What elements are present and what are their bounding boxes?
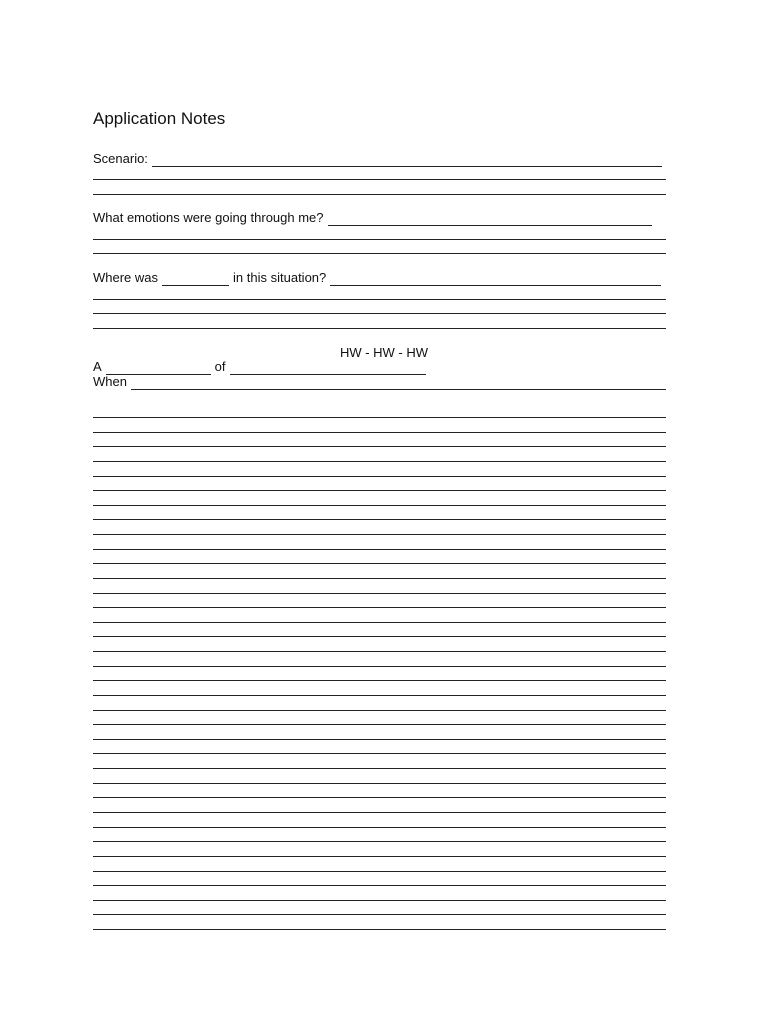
- writing-line[interactable]: [93, 490, 666, 491]
- hw-heading-text: HW - HW - HW: [339, 345, 429, 360]
- emotions-answer-line[interactable]: [93, 239, 666, 240]
- when-blank[interactable]: [131, 375, 666, 390]
- scenario-answer-line[interactable]: [93, 179, 666, 180]
- writing-line[interactable]: [93, 534, 666, 535]
- writing-line[interactable]: [93, 607, 666, 608]
- writing-line[interactable]: [93, 563, 666, 564]
- of-label: of: [214, 359, 226, 374]
- writing-line[interactable]: [93, 666, 666, 667]
- writing-line[interactable]: [93, 914, 666, 915]
- scenario-blank[interactable]: [152, 152, 662, 167]
- when-label: When: [93, 374, 127, 389]
- writing-line[interactable]: [93, 549, 666, 550]
- writing-line[interactable]: [93, 900, 666, 901]
- writing-line[interactable]: [93, 724, 666, 725]
- writing-line[interactable]: [93, 797, 666, 798]
- writing-line[interactable]: [93, 432, 666, 433]
- where-label-end: in this situation?: [233, 270, 327, 285]
- writing-line[interactable]: [93, 841, 666, 842]
- writing-line[interactable]: [93, 812, 666, 813]
- writing-line[interactable]: [93, 783, 666, 784]
- scenario-label: Scenario:: [93, 151, 148, 166]
- writing-line[interactable]: [93, 710, 666, 711]
- where-answer-line[interactable]: [93, 313, 666, 314]
- writing-line[interactable]: [93, 651, 666, 652]
- where-prompt: [93, 270, 661, 286]
- emotions-blank[interactable]: [328, 211, 652, 226]
- where-answer-line[interactable]: [93, 328, 666, 329]
- writing-line[interactable]: [93, 871, 666, 872]
- writing-line[interactable]: [93, 417, 666, 418]
- writing-line[interactable]: [93, 519, 666, 520]
- writing-line[interactable]: [93, 476, 666, 477]
- writing-line[interactable]: [93, 622, 666, 623]
- writing-line[interactable]: [93, 827, 666, 828]
- emotions-answer-line[interactable]: [93, 253, 666, 254]
- a-label: A: [93, 359, 102, 374]
- writing-line[interactable]: [93, 593, 666, 594]
- writing-line[interactable]: [93, 739, 666, 740]
- of-blank[interactable]: [230, 360, 426, 375]
- writing-line[interactable]: [93, 856, 666, 857]
- writing-line[interactable]: [93, 446, 666, 447]
- writing-line[interactable]: [93, 578, 666, 579]
- writing-line[interactable]: [93, 695, 666, 696]
- writing-line[interactable]: [93, 885, 666, 886]
- emotions-prompt: [93, 210, 652, 226]
- scenario-prompt: [93, 151, 662, 167]
- writing-line[interactable]: [93, 461, 666, 462]
- where-answer-line[interactable]: [93, 299, 666, 300]
- when-prompt: [93, 374, 666, 390]
- scenario-answer-line[interactable]: [93, 194, 666, 195]
- writing-line[interactable]: [93, 753, 666, 754]
- a-of-prompt: [93, 359, 426, 375]
- where-label-start: Where was: [93, 270, 159, 285]
- writing-line[interactable]: [93, 929, 666, 930]
- writing-line[interactable]: [93, 768, 666, 769]
- where-blank[interactable]: [330, 271, 661, 286]
- writing-line[interactable]: [93, 505, 666, 506]
- writing-line[interactable]: [93, 636, 666, 637]
- where-person-blank[interactable]: [162, 271, 229, 286]
- page-title: Application Notes: [93, 109, 226, 128]
- a-blank[interactable]: [106, 360, 211, 375]
- writing-line[interactable]: [93, 680, 666, 681]
- emotions-label: What emotions were going through me?: [93, 210, 324, 225]
